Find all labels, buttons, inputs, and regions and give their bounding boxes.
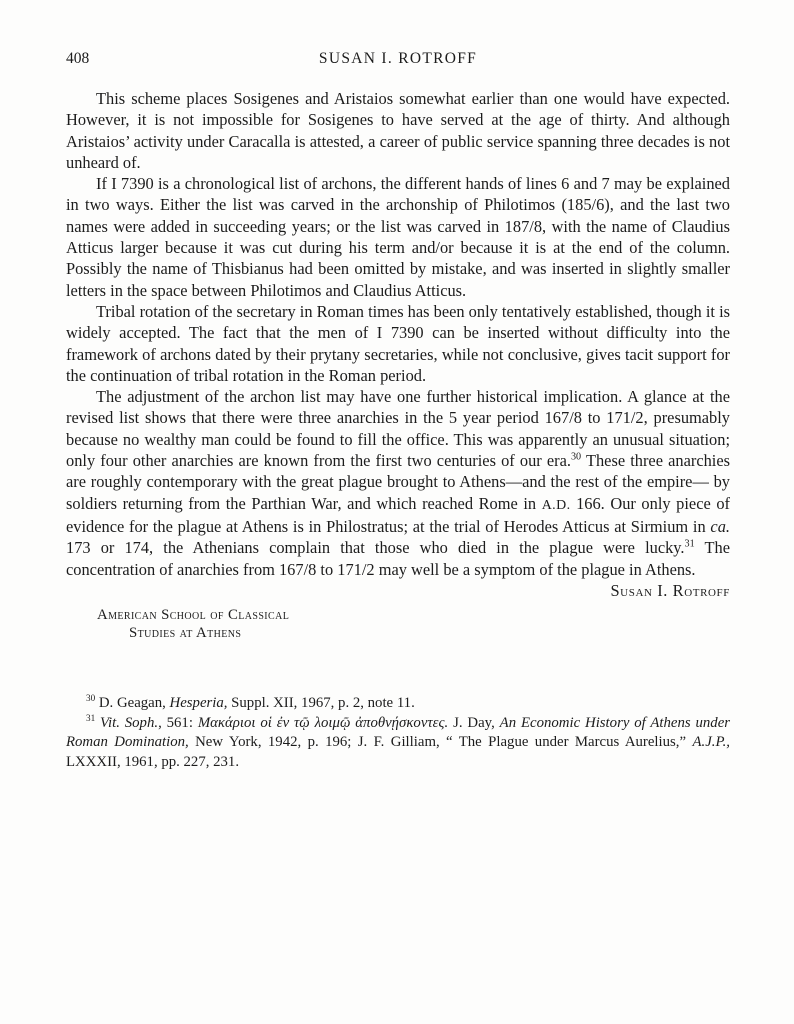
author-affiliation: [66, 607, 730, 642]
page-number: 408: [66, 50, 90, 67]
footnote-31: $^{31}$ Vit. Soph., 561: Μακάριοι οἱ ἐν τῷ λοιμῷ ἀποθνῄσκοντες. J. Day, An Economic History of Athens under Roman Domination, New York, 1942, p. 196; J. F. Gilliam, “ The Plague under Marcus Aurelius,” A.J.P., LXXXII, 1961, pp. 227, 231.: [66, 712, 731, 770]
paragraph-4: The adjustment of the archon list may have one further historical implication. A glance at the revised list shows that there were three anarchies in the 5 year period 167/8 to 171/2, presumably because no wealthy man could be found to fill the office. This was apparently an unusual situation; only four other anarchies are known from the first two centuries of our era.$^{30}$ These three anarchies are roughly contemporary with the great plague brought to Athens—and the rest of the empire— by soldiers returning from the Parthian War, and which reached Rome in A.D. 166. Our only piece of evidence for the plague at Athens is in Philostratus; at the trial of Herodes Atticus at Sirmium in ca. 173 or 174, the Athenians complain that those who died in the plague were lucky.$^{31}$ The concentration of anarchies from 167/8 to 171/2 may well be a symptom of the plague in Athens.: [66, 387, 730, 579]
footnote-30: $^{30}$ D. Geagan, Hesperia, Suppl. XII, 1967, p. 2, note 11.: [86, 693, 415, 712]
affiliation-line-1: American School of Classical: [97, 607, 290, 624]
author-signature: Susan I. Rotroff: [610, 580, 730, 600]
article-body: [66, 88, 730, 772]
footnotes-section: [66, 694, 730, 772]
affiliation-line-2: Studies at Athens: [129, 624, 242, 641]
paragraph-3: Tribal rotation of the secretary in Roman times has been only tentatively established, though it is widely accepted. The fact that the men of I 7390 can be inserted without difficulty into the framework of archons dated by their prytany secretaries, while not conclusive, gives tacit support for the continuation of tribal rotation in the Roman period.: [66, 301, 730, 385]
running-head-title: SUSAN I. ROTROFF: [318, 50, 478, 67]
paragraph-2: If I 7390 is a chronological list of archons, the different hands of lines 6 and 7 may be explained in two ways. Either the list was carved in the archonship of Philotimos (185/6), and the last two names were added in succeeding years; or the list was carved in 187/8, with the name of Claudius Atticus larger because it was cut during his term and/or because it is at the end of the column. Possibly the name of Thisbianus had been omitted by mistake, and was inserted in slightly smaller letters in the space between Philotimos and Claudius Atticus.: [66, 174, 730, 300]
paragraph-1: This scheme places Sosigenes and Aristaios somewhat earlier than one would have expected. However, it is not impossible for Sosigenes to have served at the age of thirty. And although Aristaios’ activity under Caracalla is attested, a career of public service spanning three decades is not unheard of.: [66, 89, 730, 172]
page-header: [66, 50, 730, 72]
